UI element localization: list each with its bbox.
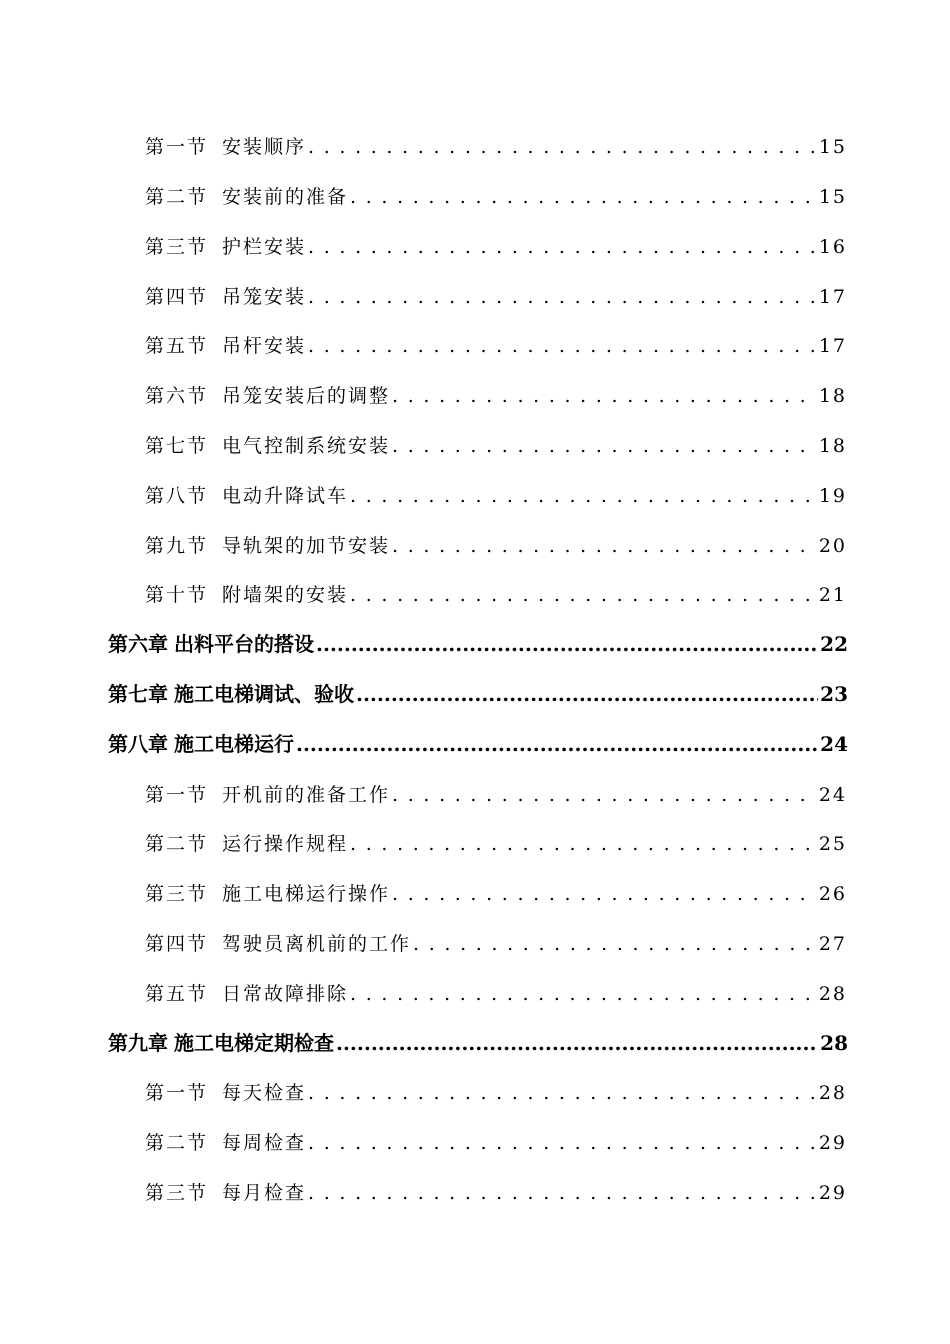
toc-chapter-number: 第六章	[108, 632, 168, 656]
toc-entry-page: 21	[818, 584, 847, 606]
toc-entry-page: 20	[818, 535, 847, 557]
toc-entry-number: 第九节	[145, 535, 209, 557]
toc-chapter-page: 22	[820, 632, 848, 656]
toc-leader-dots	[392, 435, 817, 457]
toc-leader-dots	[308, 335, 817, 357]
toc-entry-title: 吊笼安装后的调整	[222, 385, 391, 407]
toc-entry-page: 15	[818, 136, 847, 158]
toc-chapter-number: 第九章	[108, 1031, 168, 1055]
toc-chapter-entry[interactable]	[108, 1027, 848, 1056]
toc-leader-dots	[392, 535, 817, 557]
toc-entry-page: 25	[818, 833, 847, 855]
toc-entry-title: 每周检查	[222, 1132, 307, 1154]
toc-leader-dots	[316, 632, 818, 656]
toc-entry-page: 16	[818, 236, 847, 258]
toc-entry[interactable]	[145, 232, 847, 259]
toc-entry-number: 第四节	[145, 286, 209, 308]
toc-leader-dots	[336, 1031, 818, 1055]
toc-entry-number: 第七节	[145, 435, 209, 457]
toc-entry-title: 安装前的准备	[222, 186, 349, 208]
toc-entry[interactable]	[145, 1128, 847, 1155]
toc-entry-title: 开机前的准备工作	[222, 784, 391, 806]
toc-entry-title: 护栏安装	[222, 236, 307, 258]
toc-entry[interactable]	[145, 431, 847, 458]
toc-leader-dots	[350, 186, 817, 208]
toc-leader-dots	[413, 933, 817, 955]
toc-entry[interactable]	[145, 879, 847, 906]
toc-entry-title: 日常故障排除	[222, 983, 349, 1005]
toc-leader-dots	[296, 732, 818, 756]
toc-leader-dots	[308, 1132, 817, 1154]
toc-entry-number: 第三节	[145, 1182, 209, 1204]
toc-chapter-entry[interactable]	[108, 628, 848, 657]
toc-leader-dots	[392, 883, 817, 905]
toc-entry-title: 吊笼安装	[222, 286, 307, 308]
toc-entry-number: 第六节	[145, 385, 209, 407]
toc-entry-title: 附墙架的安装	[222, 584, 349, 606]
toc-entry-page: 29	[818, 1132, 847, 1154]
toc-chapter-page: 24	[820, 732, 848, 756]
toc-leader-dots	[350, 584, 817, 606]
toc-entry-number: 第五节	[145, 983, 209, 1005]
toc-entry-title: 每月检查	[222, 1182, 307, 1204]
toc-entry-page: 28	[818, 983, 847, 1005]
toc-entry-title: 每天检查	[222, 1082, 307, 1104]
toc-leader-dots	[350, 833, 817, 855]
toc-entry-title: 安装顺序	[222, 136, 307, 158]
toc-chapter-title: 施工电梯调试、验收	[174, 682, 354, 706]
toc-leader-dots	[392, 784, 817, 806]
toc-entry[interactable]	[145, 481, 847, 508]
toc-chapter-page: 23	[820, 682, 848, 706]
toc-entry-number: 第一节	[145, 784, 209, 806]
toc-entry-page: 19	[818, 485, 847, 507]
toc-leader-dots	[350, 983, 817, 1005]
toc-entry-title: 运行操作规程	[222, 833, 349, 855]
toc-leader-dots	[308, 236, 817, 258]
toc-entry[interactable]	[145, 182, 847, 209]
toc-entry[interactable]	[145, 531, 847, 558]
toc-chapter-entry[interactable]	[108, 728, 848, 757]
toc-entry[interactable]	[145, 580, 847, 607]
toc-entry[interactable]	[145, 1178, 847, 1205]
toc-entry-page: 18	[818, 435, 847, 457]
toc-leader-dots	[308, 286, 817, 308]
toc-entry-number: 第十节	[145, 584, 209, 606]
toc-chapter-title: 施工电梯运行	[174, 732, 294, 756]
toc-leader-dots	[308, 1182, 817, 1204]
toc-leader-dots	[392, 385, 817, 407]
toc-entry-page: 29	[818, 1182, 847, 1204]
toc-entry-title: 吊杆安装	[222, 335, 307, 357]
toc-entry-page: 15	[818, 186, 847, 208]
toc-entry-number: 第八节	[145, 485, 209, 507]
toc-entry-title: 导轨架的加节安装	[222, 535, 391, 557]
toc-entry-page: 17	[818, 286, 847, 308]
toc-entry-page: 28	[818, 1082, 847, 1104]
toc-entry-number: 第四节	[145, 933, 209, 955]
toc-leader-dots	[356, 682, 818, 706]
toc-entry-page: 24	[818, 784, 847, 806]
toc-entry-page: 18	[818, 385, 847, 407]
toc-chapter-page: 28	[820, 1031, 848, 1055]
toc-entry-number: 第一节	[145, 136, 209, 158]
toc-entry[interactable]	[145, 381, 847, 408]
toc-chapter-title: 出料平台的搭设	[174, 632, 314, 656]
toc-entry-number: 第三节	[145, 236, 209, 258]
toc-entry[interactable]	[145, 829, 847, 856]
toc-entry-number: 第一节	[145, 1082, 209, 1104]
toc-entry-number: 第三节	[145, 883, 209, 905]
toc-chapter-title: 施工电梯定期检查	[174, 1031, 334, 1055]
toc-entry-number: 第二节	[145, 833, 209, 855]
toc-leader-dots	[308, 1082, 817, 1104]
toc-entry-title: 施工电梯运行操作	[222, 883, 391, 905]
toc-entry[interactable]	[145, 331, 847, 358]
toc-entry-number: 第二节	[145, 1132, 209, 1154]
toc-leader-dots	[308, 136, 817, 158]
toc-entry-page: 26	[818, 883, 847, 905]
toc-entry-number: 第二节	[145, 186, 209, 208]
toc-entry-number: 第五节	[145, 335, 209, 357]
toc-entry-title: 电气控制系统安装	[222, 435, 391, 457]
toc-chapter-entry[interactable]	[108, 678, 848, 707]
toc-entry[interactable]	[145, 282, 847, 309]
toc-chapter-number: 第七章	[108, 682, 168, 706]
toc-entry-page: 27	[818, 933, 847, 955]
toc-entry[interactable]	[145, 132, 847, 159]
toc-entry-page: 17	[818, 335, 847, 357]
toc-entry[interactable]	[145, 1078, 847, 1105]
toc-entry-title: 电动升降试车	[222, 485, 349, 507]
toc-leader-dots	[350, 485, 817, 507]
toc-chapter-number: 第八章	[108, 732, 168, 756]
toc-entry[interactable]	[145, 929, 847, 956]
toc-entry-title: 驾驶员离机前的工作	[222, 933, 412, 955]
toc-entry[interactable]	[145, 979, 847, 1006]
toc-entry[interactable]	[145, 780, 847, 807]
